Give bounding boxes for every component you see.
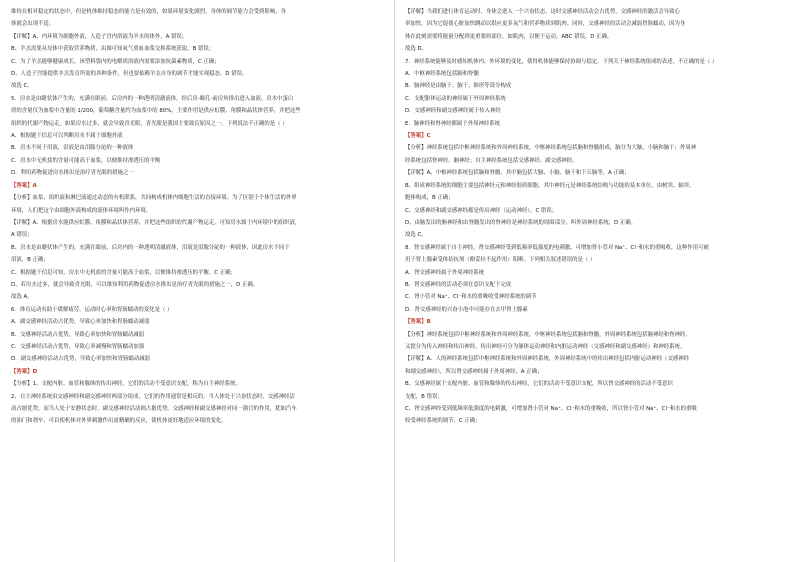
text-line: 5．房水是由睫状体产生的，充满在眼前、后房内的一种透明清澈液体，经后房-瞳孔-前房角排出进入血液。房水中蛋白 [11,95,294,102]
text-line: 和副交感神经），所以肾交感神经属于外周神经，A 正确； [405,368,543,375]
text-line: 支配，B 错误； [405,393,443,400]
answer-line: 【答案】B [405,319,431,326]
text-line: 7．神经系统能够及时感知机体内、外环境的变化，使得机体能够保持协调与稳定。下列关于神经系统组成的表述，不正确的是（ ） [405,58,718,65]
text-line: 【详解】A、中枢神经系统包括脑和脊髓，其中脑包括大脑、小脑、脑干和下丘脑等，A 正确； [405,170,630,177]
text-line: C、交感神经和副交感神经都是传出神经（运动神经），C 错误； [405,207,558,214]
text-line: B、房水是由睫状体产生的，充满在眼前、后房内的一种透明清澈液体，泪液是泪腺分泌的一种液体，因此房水不同于 [11,244,290,251]
text-line: 收受神经系统的调节，C 正确； [405,418,481,425]
text-line: C、根据题干信息可知，房水中无机盐的含量可能高于血浆，以便维持渗透压的平衡，C 正确； [11,269,236,276]
text-line: 6．体育运动有助于缓解疲劳，运动时心率和胃肠蠕动的变化是（ ） [11,306,173,313]
text-line: 【详解】A、内环境为细胞外液，人造子宫内浴液为羊水的体外，A 错误； [11,33,188,40]
answer-line: 【答案】D [11,368,38,375]
text-line: C、肾交感神经受到低频率低强度的电刺激，可增加肾小管对 Na⁺、Cl⁻和水的重吸收，所以肾小管对 Na⁺、Cl⁻和水的重吸 [405,406,697,412]
text-line: 故选 D。 [405,46,428,53]
text-line: C、为了羊羔能够健康成长，该塑料袋内的电解质浴液内需要添加抗菌素物质，C 正确； [11,58,220,65]
text-line: 【分析】神经系统包括中枢神经系统和外周神经系统，中枢神经系统包括脑和脊髓组成，脑分为大脑、小脑和脑干；外周神 [405,145,697,152]
text-line: A．根据题干信息可以判断房水不属于细胞外液 [11,133,123,140]
text-line: 故选 C。 [11,83,33,90]
text-line: C．支配躯体运动的神经属于外周神经系统 [405,95,506,102]
text-line: D．副交感神经活动占优势，导致心率加快和胃肠蠕动减弱 [11,356,150,363]
text-line: 【详解】A、人的神经系统包括中枢神经系统和外周神经系统，外周神经系统中的传出神经包括内脏运动神经（交感神经 [405,356,690,363]
text-line: 2、自主神经系统由交感神经和副交感神经两部分组成，它们的作用通常是相反的。当人体处于兴奋状态时，交感神经活 [11,393,295,400]
text-line: 的油门和刹车，可以使机体对外界刺激作出更精确的反应，使机体更好地适应环境的变化。 [11,418,227,425]
text-line: 胞体构成，B 正确； [405,195,454,202]
text-line: B．肾交感神经的活动必须在意识支配下完成 [405,281,512,288]
answer-line: 【答案】A [11,182,37,189]
text-line: 组织的代谢产物运走。如果房水过多，就会导致青光眼，青光眼是我国主要致盲原因之一。下列说法不正确的是（ ） [11,120,288,127]
text-line: 故选 C。 [405,232,427,239]
text-line: B．房水不同于泪液，泪液是由泪腺分泌的一种液体 [11,145,134,152]
text-line: D、人造子宫能提供羊羔发育所需的各种条件，但也要依赖羊羔自身的调节才能实现稳态，D 错误。 [11,71,248,78]
text-line: 体就会出现不适。 [11,21,55,28]
text-line: B．交感神经活动占优势，导致心率加快和胃肠蠕动减弱 [11,331,145,338]
text-line: 【分析】1、支配内脏、血管和腺体的传出神经，它们的活动不受意识支配，称为自主神经系统。 [11,381,241,388]
text-line: D．利用药物促进房水排出是治疗青光眼的措施之一 [11,170,134,177]
text-line: D．交感神经和副交感神经属于传入神经 [405,108,501,115]
text-line: 体在此刻需要将能量分配到更重要的部位，如肌肉，以便于运动，ABC 错误，D 正确。 [405,33,613,40]
text-line: 泪液，B 正确； [11,257,49,264]
text-line: 经系统包括脊神经、脑神经；自主神经系统包括交感神经、副交感神经。 [405,157,578,164]
text-line: 质的含量仅为血浆中含量的 1/200，葡萄糖含量约为血浆中的 80%，主要作用是供应虹膜、角膜和晶状体营养，并把这些 [11,108,301,115]
text-line: 8．肾交感神经属于自主神经，肾交感神经受到低频率低强度的电刺激，可增加肾小管对 Na⁺、Cl⁻和水的重吸收，这种作用可被 [405,244,709,251]
text-line: 【分析】血浆、组织液和淋巴液通过动态的有机联系，共同构成机体内细胞生活的直接环境。为了区别于个体生活的外界 [11,195,297,202]
text-line: 率加快，因为它促使心脏加快跳动以供应更多氧气和营养物质到肌肉。同时，交感神经的活动会减弱胃肠蠕动，因为身 [405,21,686,28]
text-line: C．肾小管对 Na⁺、Cl⁻和水的重吸收受神经系统的调节 [405,294,537,301]
text-line: A．中枢神经系统包括脑和脊髓 [405,71,479,78]
text-line: B、组成神经系统的细胞主要包括神经元和神经胶质细胞，其中神经元是神经系统结构与功能的基本单位，由树突、轴突、 [405,182,695,189]
text-line: B．脑神经是由脑干、脑干、锥形等部分构成 [405,83,512,90]
right-column [405,6,783,428]
text-line: A．副交感神经活动占优势，导致心率加快和胃肠蠕动减弱 [11,319,150,326]
answer-line: 【答案】C [405,133,431,140]
text-line: 环境，人们把这个由细胞外液构成的液体环境叫作内环境。 [11,207,152,214]
text-line: A．肾交感神经属于外周神经系统 [405,269,485,276]
text-line: B、羊羔需要从母体中获取营养物质，由图可知氧气重血血浆交换系统获取，B 错误； [11,46,215,53]
column-divider [394,0,395,562]
text-line: E．脑神经和脊神经都属于外周神经系统 [405,120,501,127]
text-line: 用于肾上腺素受体拮抗剂（酚妥拉不起作用）阻断。下列相关叙述错误的是（ ） [405,257,596,264]
text-line: 又提分为传入神经和传出神经，传出神经可分为躯体运动神经和内脏运动神经（交感神经和副交感神经）和神经系统。 [405,343,686,350]
text-line: 【分析】神经系统包括中枢神经系统和外周神经系统，中枢神经系统包括脑和脊髓，外周神经系统包括脑神经和脊神经， [405,331,691,338]
text-line: C．房水中无机盐的含量可能高于血浆，以便维持渗透压的平衡 [11,157,161,164]
text-line: C．交感神经活动占优势，导致心率减慢和胃肠蠕动加强 [11,343,145,350]
text-line: D、由脑发出的脑神经和由脊髓发出的脊神经是神经系统的周围部分，叫外周神经系统，D 正确。 [405,219,637,226]
text-line: 维持在相对稳定的状态中，但是机体维持稳态的能力是有效的，如果环境变化剧烈，身体的调节能力会受到影响，身 [11,9,286,15]
text-line: 动占据优势，而当人处于安静状态时，副交感神经活动则占据优势。交感神经和副交感神经对同一器官的作用，犹如汽车 [11,406,297,412]
text-line: 【详解】A、根据房水能供应虹膜、角膜和晶状体营养，并把这些组织的代谢产物运走，可知房水属于内环境中的组织液， [11,219,301,226]
text-line: A 错误； [11,232,33,239]
text-line: D．肾交感神经的兴奋小泡中可能存在去甲肾上腺素 [405,306,528,313]
text-line: 【详解】当我们进行体育运动时，身体会进入一个兴奋状态，这时交感神经活动会占优势，交感神经的激活会导致心 [405,9,680,15]
text-line: B、交感神经属于支配内脏、血管和腺体的传出神经，它们的活动不受意识支配，所以肾交感神经的活动不受意识 [405,381,673,388]
text-line: 故选 A。 [11,294,33,301]
text-line: D、若房水过多，就会导致青光眼，可以推知利用药物促进房水排出是治疗青光眼的措施之一，D 正确。 [11,281,259,288]
left-column [11,6,389,428]
